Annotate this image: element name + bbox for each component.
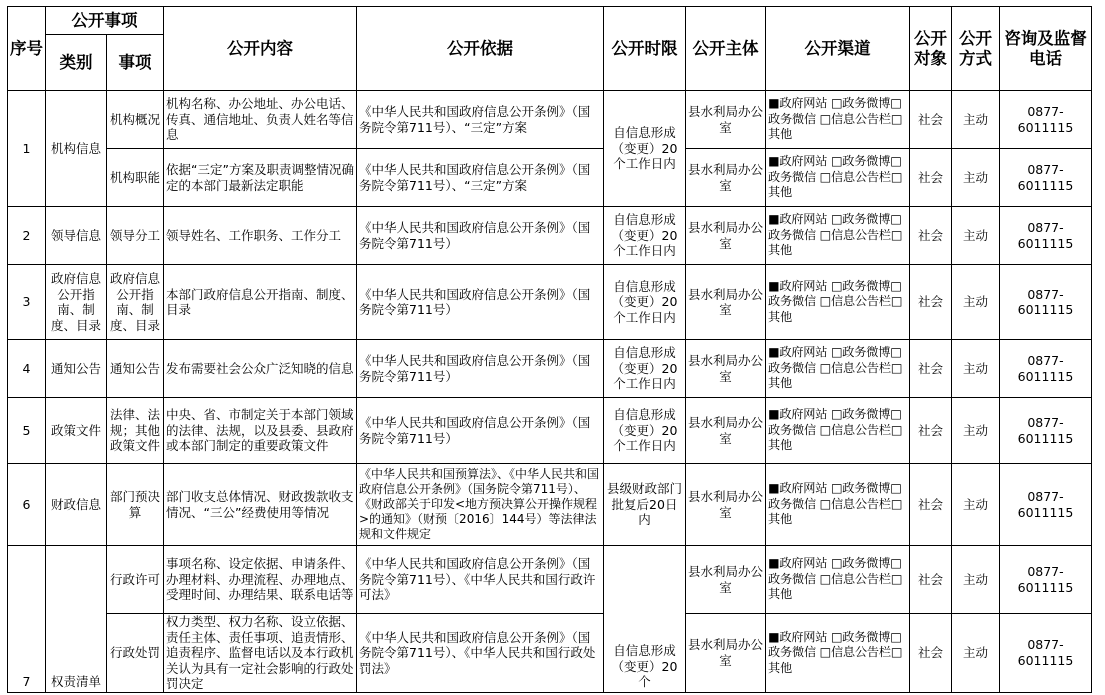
row-item: 部门预决算 [107, 464, 164, 546]
row-time: 自信息形成（变更）20个工作日内 [604, 207, 686, 265]
row-item: 行政许可 [107, 546, 164, 614]
row-basis: 《中华人民共和国政府信息公开条例》（国务院令第711号）、“三定”方案 [357, 149, 604, 207]
row-category: 政策文件 [46, 398, 107, 464]
header-channel: 公开渠道 [766, 7, 910, 91]
row-no: 4 [8, 340, 46, 398]
header-time: 公开时限 [604, 7, 686, 91]
row-no: 3 [8, 265, 46, 340]
row-target: 社会 [910, 464, 952, 546]
row-channel: ■政府网站 □政务微博□政务微信 □信息公告栏□其他 [766, 614, 910, 693]
row-no: 1 [8, 91, 46, 207]
row-item: 法律、法规；其他政策文件 [107, 398, 164, 464]
row-target: 社会 [910, 340, 952, 398]
row-content: 本部门政府信息公开指南、制度、目录 [164, 265, 357, 340]
row-time: 自信息形成（变更）20个工作日内 [604, 398, 686, 464]
row-method: 主动 [952, 398, 1000, 464]
row-phone: 0877-6011115 [1000, 340, 1092, 398]
row-target: 社会 [910, 207, 952, 265]
header-category: 类别 [46, 35, 107, 91]
row-method: 主动 [952, 464, 1000, 546]
row-no: 2 [8, 207, 46, 265]
table-row [8, 614, 1092, 693]
row-basis: 《中华人民共和国预算法》、《中华人民共和国政府信息公开条例》（国务院令第711号）、《财政部关于印发<地方预决算公开操作规程>的通知》（财预〔2016〕144号）等法律法规和文件规定 [357, 464, 604, 546]
table-row [8, 546, 1092, 614]
row-subject: 县水利局办公室 [686, 91, 766, 149]
row-channel: ■政府网站 □政务微博□政务微信 □信息公告栏□其他 [766, 546, 910, 614]
row-subject: 县水利局办公室 [686, 340, 766, 398]
row-time: 自信息形成（变更）20个工作日内 [604, 265, 686, 340]
table-row [8, 398, 1092, 464]
row-item: 行政处罚 [107, 614, 164, 693]
row-content: 领导姓名、工作职务、工作分工 [164, 207, 357, 265]
row-content: 发布需要社会公众广泛知晓的信息 [164, 340, 357, 398]
row-phone: 0877-6011115 [1000, 207, 1092, 265]
table-row [8, 340, 1092, 398]
row-time: 自信息形成（变更）20个工作日内 [604, 91, 686, 207]
row-basis: 《中华人民共和国政府信息公开条例》（国务院令第711号）、《中华人民共和国行政处罚法》 [357, 614, 604, 693]
row-subject: 县水利局办公室 [686, 265, 766, 340]
row-channel: ■政府网站 □政务微博□政务微信 □信息公告栏□其他 [766, 464, 910, 546]
row-phone: 0877-6011115 [1000, 265, 1092, 340]
row-content: 机构名称、办公地址、办公电话、传真、通信地址、负责人姓名等信息 [164, 91, 357, 149]
row-content: 依据“三定”方案及职责调整情况确定的本部门最新法定职能 [164, 149, 357, 207]
row-subject: 县水利局办公室 [686, 464, 766, 546]
row-category: 领导信息 [46, 207, 107, 265]
header-phone: 咨询及监督电话 [1000, 7, 1092, 91]
row-target: 社会 [910, 546, 952, 614]
row-target: 社会 [910, 398, 952, 464]
row-basis: 《中华人民共和国政府信息公开条例》（国务院令第711号）、“三定”方案 [357, 91, 604, 149]
row-phone: 0877-6011115 [1000, 464, 1092, 546]
row-phone: 0877-6011115 [1000, 614, 1092, 693]
row-method: 主动 [952, 340, 1000, 398]
row-no: 6 [8, 464, 46, 546]
row-phone: 0877-6011115 [1000, 398, 1092, 464]
row-target: 社会 [910, 265, 952, 340]
row-item: 领导分工 [107, 207, 164, 265]
header-items-group: 公开事项 [46, 7, 164, 35]
row-subject: 县水利局办公室 [686, 398, 766, 464]
header-item: 事项 [107, 35, 164, 91]
row-subject: 县水利局办公室 [686, 546, 766, 614]
row-method: 主动 [952, 207, 1000, 265]
row-content: 部门收支总体情况、财政拨款收支情况、“三公”经费使用等情况 [164, 464, 357, 546]
row-channel: ■政府网站 □政务微博□政务微信 □信息公告栏□其他 [766, 149, 910, 207]
row-content: 事项名称、设定依据、申请条件、办理材料、办理流程、办理地点、受理时间、办理结果、联系电话等 [164, 546, 357, 614]
table-row [8, 149, 1092, 207]
row-method: 主动 [952, 614, 1000, 693]
row-no: 7 [8, 546, 46, 693]
row-basis: 《中华人民共和国政府信息公开条例》（国务院令第711号） [357, 340, 604, 398]
table-row [8, 91, 1092, 149]
row-subject: 县水利局办公室 [686, 149, 766, 207]
row-item: 机构职能 [107, 149, 164, 207]
row-subject: 县水利局办公室 [686, 207, 766, 265]
header-target: 公开对象 [910, 7, 952, 91]
row-phone: 0877-6011115 [1000, 149, 1092, 207]
header-no: 序号 [8, 7, 46, 91]
row-target: 社会 [910, 614, 952, 693]
row-channel: ■政府网站 □政务微博□政务微信 □信息公告栏□其他 [766, 207, 910, 265]
header-method: 公开方式 [952, 7, 1000, 91]
row-item: 通知公告 [107, 340, 164, 398]
row-channel: ■政府网站 □政务微博□政务微信 □信息公告栏□其他 [766, 398, 910, 464]
row-method: 主动 [952, 546, 1000, 614]
row-method: 主动 [952, 265, 1000, 340]
header-subject: 公开主体 [686, 7, 766, 91]
row-basis: 《中华人民共和国政府信息公开条例》（国务院令第711号）、《中华人民共和国行政许可法》 [357, 546, 604, 614]
row-basis: 《中华人民共和国政府信息公开条例》（国务院令第711号） [357, 398, 604, 464]
disclosure-table [7, 6, 1092, 693]
row-item: 机构概况 [107, 91, 164, 149]
header-basis: 公开依据 [357, 7, 604, 91]
row-category: 通知公告 [46, 340, 107, 398]
table-row [8, 265, 1092, 340]
row-phone: 0877-6011115 [1000, 546, 1092, 614]
row-category: 机构信息 [46, 91, 107, 207]
row-subject: 县水利局办公室 [686, 614, 766, 693]
row-target: 社会 [910, 91, 952, 149]
row-channel: ■政府网站 □政务微博□政务微信 □信息公告栏□其他 [766, 265, 910, 340]
row-category: 财政信息 [46, 464, 107, 546]
row-category: 政府信息公开指南、制度、目录 [46, 265, 107, 340]
table-row [8, 464, 1092, 546]
row-method: 主动 [952, 149, 1000, 207]
row-content: 中央、省、市制定关于本部门领域的法律、法规，以及县委、县政府或本部门制定的重要政策文件 [164, 398, 357, 464]
row-item: 政府信息公开指南、制度、目录 [107, 265, 164, 340]
row-target: 社会 [910, 149, 952, 207]
row-basis: 《中华人民共和国政府信息公开条例》（国务院令第711号） [357, 265, 604, 340]
row-method: 主动 [952, 91, 1000, 149]
header-row-1 [8, 7, 1092, 35]
row-no: 5 [8, 398, 46, 464]
row-content: 权力类型、权力名称、设立依据、责任主体、责任事项、追责情形、追责程序、监督电话以及本行政机关认为具有一定社会影响的行政处罚决定 [164, 614, 357, 693]
row-time: 自信息形成（变更）20个工作日内 [604, 340, 686, 398]
row-category: 权责清单 [46, 546, 107, 693]
header-content: 公开内容 [164, 7, 357, 91]
row-time: 自信息形成（变更）20个 [604, 546, 686, 693]
row-channel: ■政府网站 □政务微博□政务微信 □信息公告栏□其他 [766, 91, 910, 149]
row-time: 县级财政部门批复后20日内 [604, 464, 686, 546]
row-channel: ■政府网站 □政务微博□政务微信 □信息公告栏□其他 [766, 340, 910, 398]
row-phone: 0877-6011115 [1000, 91, 1092, 149]
row-basis: 《中华人民共和国政府信息公开条例》（国务院令第711号） [357, 207, 604, 265]
table-row [8, 207, 1092, 265]
